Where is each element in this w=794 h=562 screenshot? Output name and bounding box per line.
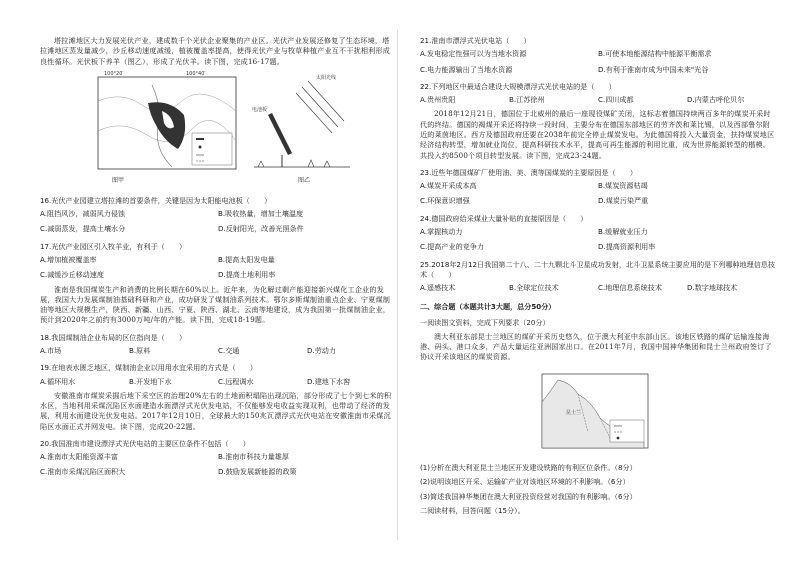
q25-option-a[interactable]: A.遥感技术 [420, 283, 456, 293]
question-19: 19.在地表水匮乏地区，煤制油企业以用用水宜采用的方式是（ ） [40, 363, 257, 373]
q21-option-a[interactable]: A.发电稳定性强可以为当地水资源 [420, 49, 527, 59]
queensland-map [540, 372, 650, 450]
question-23: 23.近些年德国煤矿厂使用油、美、澳等国煤炭的主要原因是（ ） [420, 167, 637, 177]
question-16: 16.光伏产业园建立塔拉滩的首要条件，关键是因为太阳能电池板（ ） [40, 195, 272, 205]
intro-paragraph: 塔拉滩地区大力发展光伏产业，建成数千个光伏企业聚集的产业区。光伏产业发展还修复了生态环境，塔拉滩地区蒸发量减少，沙丘移动速度减缓，植被覆盖率提高，使得光伏产业与牧草种植产业互不干扰相利形成良性循环。光伏板下养羊（图乙），形成了光伏羊。读下图，完成16-17题。 [40, 36, 391, 66]
q16-option-d[interactable]: D.反射阳光，改善光照条件 [218, 224, 304, 234]
question-22: 22.下列地区中最适合建设大规模漂浮式光伏电站的是（ ） [420, 81, 616, 91]
q22-option-c[interactable]: C.四川成都 [598, 95, 634, 105]
q20-options [40, 452, 396, 478]
q20-option-a[interactable]: A.淮南市太阳能资源丰富 [40, 452, 118, 462]
germany-paragraph: 2018年12月21日，德国位于北威州的最后一座现役煤矿关闭，这标志着德国持续两百多年的煤炭开采时代的终结。德国的褐煤开采还将持续一段时间，主要分布在德国东部地区的劳齐茨和莱比锡，以及西部鲁尔附近的莱茵地区。西方及德国政府还要在2038年前完全停止煤炭发电。为此德国将投入大量资金，扶持煤炭地区经济结构转型，增加就业岗位，提高科研技术水平，提高可再生能源的利用比重，成为世界能源转型的楷模。共投入约8500个项目转型发展。读下图，完成23-24题。 [420, 109, 775, 160]
coal-oil-paragraph: 淮南是我国煤炭生产和消费的比例长期在60%以上。近年来，为化解过剩产能迎接新兴煤化工企业的发展，我国大力发展煤制油基础科研和产业，成功研发了煤制油系列技术。鄂尔多斯煤制油重点企业、宁夏煤制油等地区大规模生产，陕西、新疆、山西、宁夏、陕西、湖北、云南等地建设，成为我国第一批煤制油企业，预计到2020年之前约有3000万吨/年的产能。读下图，完成18-19题。 [40, 284, 391, 325]
q18-option-c[interactable]: C.交通 [218, 345, 240, 355]
q18-option-b[interactable]: B.原料 [129, 345, 151, 355]
q22-option-b[interactable]: B.江苏徐州 [509, 95, 545, 105]
q23-options [420, 181, 776, 207]
question-24: 24.德国政府给采煤业大量补贴的直接原因是（ ） [420, 213, 588, 223]
q21-option-d[interactable]: D.有利于淮南市成为中国未来"光谷 [598, 64, 709, 74]
q23-option-b[interactable]: B.煤炭资源枯竭 [598, 181, 648, 191]
q21-option-c[interactable]: C.电力能源输出了当地水资源 [420, 64, 513, 74]
q19-option-d[interactable]: D.建地下水窖 [307, 376, 351, 386]
q19-options [40, 377, 396, 387]
question-18: 18.我国煤制油企业布局的区位指向是（ ） [40, 332, 187, 342]
q23-option-a[interactable]: A.煤炭开采成本高 [420, 181, 477, 191]
solar-panel-figure [248, 71, 356, 175]
sunlight-label: 太阳光线 [316, 74, 337, 81]
sub-question-1: (1)分析在澳大利亚昆士兰地区开发建设铁路的有利区位条件。（8分） [420, 463, 637, 473]
caption-b: 图乙 [298, 176, 311, 184]
column-divider [397, 30, 398, 540]
sub-question-3: (3)简述我国神华集团在澳大利亚投资经营对我国的有利影响。（6分） [420, 491, 637, 501]
question-17: 17.光伏产业园区引入牧羊业，有利于（ ） [40, 241, 187, 251]
question-20: 20.我国淮南市建设漂浮式光伏电站的主要区位条件不包括（ ） [40, 438, 250, 448]
huainan-paragraph: 安徽淮南市煤炭采掘后地下采空区的治理20%左右的土地面积塌陷出现沉陷，部分形成了七个到七米的积水区，当地利用采煤沉陷区水面建造水面漂浮式光伏发电站，不仅能够发电收益实现双利，也带动了经济的发展，利用水面建设光伏发电站。2017年12月10日，全球最大的150兆瓦漂浮式光伏电站在安徽淮南市采煤沉陷区水面正式并网发电。读下图，完成20-22题。 [40, 390, 392, 431]
q16-option-a[interactable]: A.阻挡风沙，减弱风力侵蚀 [40, 209, 126, 219]
queensland-paragraph: 澳大利亚东部昆士兰地区的煤矿开采历史悠久，位于澳大利亚中东部山区。该地区铁路的煤矿运输连接海港、码头、港口众多，产品大量运往亚洲国家出口。在2011年7月，我国中国神华集团和昆士兰州政府签订了协议开采该地区的煤炭资源。 [420, 331, 772, 362]
q24-option-b[interactable]: B.缓解就业压力 [598, 226, 648, 236]
q22-option-a[interactable]: A.贵州贵阳 [420, 95, 456, 105]
q17-option-d[interactable]: D.提高土地利用率 [218, 270, 276, 280]
q19-option-a[interactable]: A.循环用水 [40, 376, 76, 386]
q18-options [40, 346, 396, 356]
q17-option-b[interactable]: B.提高太阳发电量 [218, 254, 275, 264]
lon-label-1: 100°20′ [104, 70, 124, 77]
q16-option-b[interactable]: B.吸收热量，增加土壤温度 [218, 209, 304, 219]
q25-option-d[interactable]: D.数字地球技术 [687, 283, 738, 293]
q25-option-c[interactable]: C.地理信息系统技术 [598, 283, 662, 293]
q17-option-c[interactable]: C.减缓沙丘移动速度 [40, 270, 104, 280]
q19-option-b[interactable]: B.开发地下水 [129, 376, 172, 386]
q25-option-b[interactable]: B.全球定位技术 [509, 283, 559, 293]
section-heading: 二、综合题（本题共计3大题，总分50分） [420, 302, 556, 312]
q24-option-c[interactable]: C.提高产业的竞争力 [420, 242, 484, 252]
q19-option-c[interactable]: C.远程调水 [218, 376, 254, 386]
right-column [420, 36, 776, 520]
q21-options [420, 49, 776, 75]
q25-options [420, 283, 776, 293]
left-column [40, 36, 396, 482]
q17-options [40, 255, 396, 281]
q24-option-d[interactable]: D.提高资源利用率 [598, 242, 656, 252]
q22-option-d[interactable]: D.内蒙古呼伦贝尔 [687, 95, 745, 105]
panel-label: 电池板 [252, 106, 268, 113]
comprehensive-question-1-title: 一阅读图文资料，完成下列要求（20分） [420, 317, 550, 327]
q23-option-d[interactable]: D.煤炭污染严重 [598, 196, 649, 206]
figure-row [40, 71, 396, 189]
q18-option-a[interactable]: A.市场 [40, 345, 62, 355]
q20-option-c[interactable]: C.淮南市采煤沉陷区面积大 [40, 467, 126, 477]
q24-option-a[interactable]: A.掌握核动力 [420, 226, 463, 236]
map-figure-a [92, 71, 242, 175]
lon-label-2: 100°40′ [186, 70, 206, 77]
q17-option-a[interactable]: A.增加植被覆盖率 [40, 254, 97, 264]
q23-option-c[interactable]: C.环保意识增强 [420, 196, 470, 206]
comprehensive-question-2-title: 二阅读材料，回答问题（15分）。 [420, 505, 525, 515]
q24-options [420, 227, 776, 253]
q16-option-c[interactable]: C.减弱蒸发，提高土壤水分 [40, 224, 126, 234]
caption-a: 图甲 [112, 176, 125, 184]
sub-question-2: (2)说明该地区开采、运输矿产业对该地区环境的不利影响。（6分） [420, 477, 630, 487]
q20-option-b[interactable]: B.淮南市科技力量雄厚 [218, 452, 289, 462]
queensland-label: 昆士兰 [566, 409, 582, 416]
q20-option-d[interactable]: D.鼓励发展新能源的政策 [218, 467, 297, 477]
q21-option-b[interactable]: B.可使本地能源结构中能源平衡需求 [598, 49, 712, 59]
question-25: 25.2018年2月12日我国第二十八、二十九颗北斗卫星成功发射，北斗卫星系统主要应用的是下列哪种地理信息技术（ ） [420, 259, 775, 279]
question-21: 21.淮南市漂浮式光伏电站（ ） [420, 36, 531, 45]
q18-option-d[interactable]: D.劳动力 [307, 345, 336, 355]
q22-options [420, 95, 776, 105]
q16-options [40, 209, 396, 235]
